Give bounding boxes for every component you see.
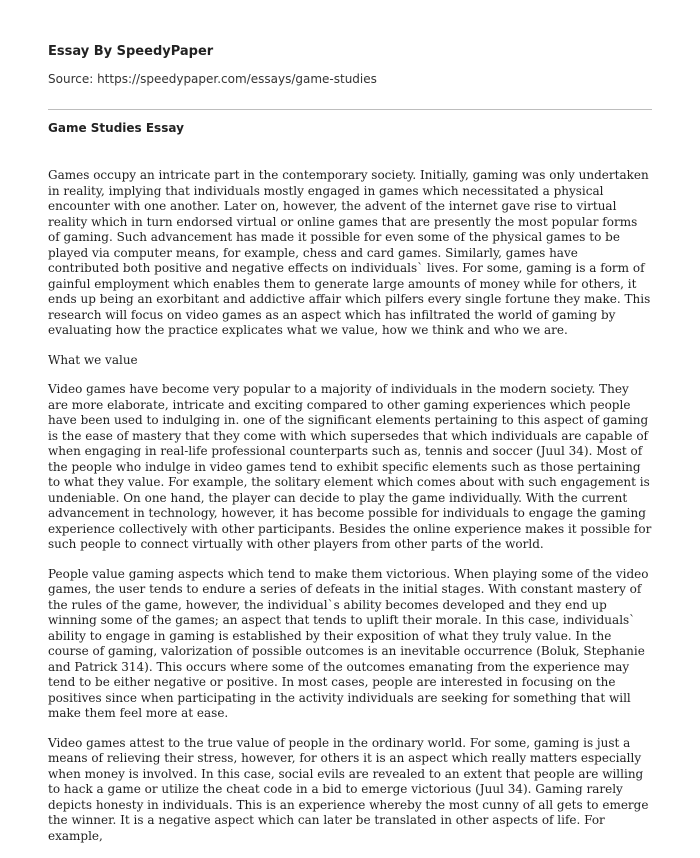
paragraph-intro: Games occupy an intricate part in the contemporary society. Initially, gaming was only undertaken in reality, implying that individuals mostly engaged in games which necessitated a physical encounter with one another. Later on, however, the advent of the internet gave rise to virtual reality which in turn endorsed virtual or online games that are presently the most popular forms of gaming. Such advancement has made it possible for even some of the physical games to be played via computer means, for example, chess and card games. Similarly, games have contributed both positive and negative effects on individuals` lives. For some, gaming is a form of gainful employment which enables them to generate large amounts of money while for others, it ends up being an exorbitant and addictive affair which pilfers every single fortune they make. This research will focus on video games as an aspect which has infiltrated the world of gaming by evaluating how the practice explicates what we value, how we think and who we are. — [48, 168, 651, 337]
paragraph: People value gaming aspects which tend to make them victorious. When playing some of the video games, the user tends to endure a series of defeats in the initial stages. With constant mastery of the rules of the game, however, the individual`s ability becomes developed and they end up winning some of the games; an aspect that tends to uplift their morale. In this case, individuals` ability to engage in gaming is established by their exposition of what they truly value. In the course of gaming, valorization of possible outcomes is an inevitable occurrence (Boluk, Stephanie and Patrick 314). This occurs where some of the outcomes emanating from the experience may tend to be either negative or positive. In most cases, people are interested in focusing on the positives since when participating in the activity individuals are seeking for something that will make them feel more at ease. — [48, 566, 649, 720]
section-heading: What we value — [48, 352, 138, 367]
source-link[interactable]: Source: https://speedypaper.com/essays/game-studies — [48, 72, 377, 86]
divider — [48, 109, 652, 110]
essay-title: Game Studies Essay — [48, 121, 184, 135]
paragraph: Video games have become very popular to a majority of individuals in the modern society. They are more elaborate, intricate and exciting compared to other gaming experiences which people have been used to indulging in. one of the significant elements pertaining to this aspect of gaming is the ease of mastery that they come with which supersedes that which individuals are capable of when engaging in real-life professional counterparts such as, tennis and soccer (Juul 34). Most of the people who indulge in video games tend to exhibit specific elements such as those pertaining to what they value. For example, the solitary element which comes about with such engagement is undeniable. On one hand, the player can decide to play the game individually. With the current advancement in technology, however, it has become possible for individuals to engage the gaming experience collectively with other participants. Besides the online experience makes it possible for such people to connect virtually with other players from other parts of the world. — [48, 382, 652, 551]
essay-body — [48, 168, 652, 858]
paragraph: Video games attest to the true value of people in the ordinary world. For some, gaming is just a means of relieving their stress, however, for others it is an aspect which really matters especially when money is involved. In this case, social evils are revealed to an extent that people are willing to hack a game or utilize the cheat code in a bid to emerge victorious (Juul 34). Gaming rarely depicts honesty in individuals. This is an experience whereby the most cunny of all gets to emerge the winner. It is a negative aspect which can later be translated in other aspects of life. For example, — [48, 735, 649, 843]
header-title: Essay By SpeedyPaper — [48, 44, 214, 59]
